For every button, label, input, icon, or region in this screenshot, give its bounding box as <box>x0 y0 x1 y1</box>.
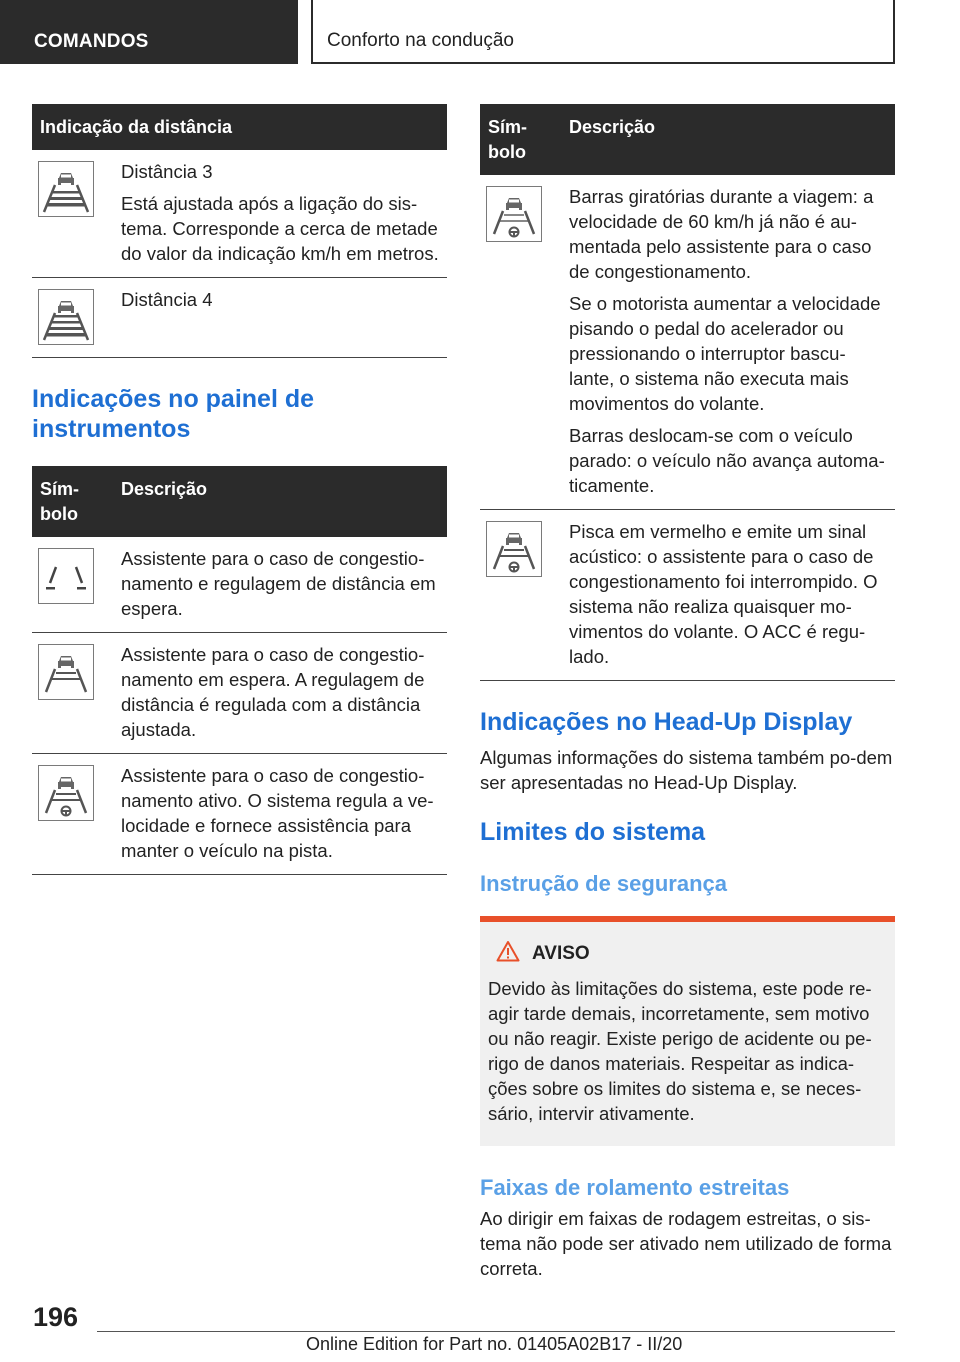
warning-box <box>480 916 895 1146</box>
table-row <box>32 537 447 633</box>
instrument-table <box>32 466 447 875</box>
distance-3-title: Distância 3 <box>121 161 213 182</box>
row-text: Assistente para o caso de congestio-namento ativo. O sistema regula a ve-locidade e fornece assistência para manter o veículo na pista. <box>113 754 447 875</box>
row-paragraph: Barras deslocam-se com o veículo parado: o veículo não avança automa-ticamente. <box>569 425 885 496</box>
car-steering-gray-icon <box>486 186 542 242</box>
car-steering-active-icon <box>38 765 94 821</box>
distance-3-text: Está ajustada após a ligação do sis-tema. Corresponde a cerca de metade do valor da indicação km/h em metros. <box>121 193 439 264</box>
distance-3-icon <box>38 161 94 217</box>
col-description: Descrição <box>561 104 895 175</box>
distance-4-icon <box>38 289 94 345</box>
table-row <box>32 278 447 358</box>
distance-4-title: Distância 4 <box>121 289 213 310</box>
narrow-lanes-text: Ao dirigir em faixas de rodagem estreitas, o sis-tema não pode ser ativado nem utilizado de forma correta. <box>480 1208 892 1279</box>
table-row <box>480 510 895 681</box>
warning-triangle-icon <box>496 940 520 968</box>
limits-heading: Limites do sistema <box>480 818 706 846</box>
warning-text: Devido às limitações do sistema, este pode re-agir tarde demais, incorretamente, sem motivo ou não reagir. Existe perigo de acidente ou pe-rigo de danos materiais. Respeitar as indica-ções sobre os limites do sistema e, se neces-sário, intervir ativamente. <box>488 978 872 1124</box>
edition-text: Online Edition for Part no. 01405A02B17 - II/20 <box>306 1334 683 1354</box>
row-paragraph: Barras giratórias durante a viagem: a velocidade de 60 km/h já não é au-mentada pelo assistente para o caso de congestionamento. <box>569 186 874 282</box>
lane-lines-standby-icon <box>38 548 94 604</box>
col-description: Descrição <box>113 466 447 537</box>
row-paragraph: Pisca em vermelho e emite um sinal acústico: o assistente para o caso de congestionamento foi interrompido. O sistema não realiza quaisquer mo-vimentos do volante. O ACC é regu-lado. <box>569 521 878 667</box>
safety-subheading: Instrução de segurança <box>480 871 727 896</box>
instrument-heading: Indicações no painel de instrumentos <box>32 385 315 443</box>
table-row <box>32 150 447 278</box>
col-symbol: Sím-bolo <box>32 466 113 537</box>
hud-text: Algumas informações do sistema também po-dem ser apresentadas no Head-Up Display. <box>480 747 893 793</box>
page-number: 196 <box>33 1302 79 1332</box>
footer-divider <box>97 1331 895 1332</box>
row-text: Assistente para o caso de congestio-namento em espera. A regulagem de distância é regulada com a distância ajustada. <box>113 633 447 754</box>
left-column <box>32 104 447 875</box>
row-text: Assistente para o caso de congestio-namento e regulagem de distância em espera. <box>113 537 447 633</box>
section-tab: COMANDOS <box>0 0 298 64</box>
symbol-table <box>480 104 895 681</box>
hud-heading: Indicações no Head-Up Display <box>480 708 853 736</box>
col-symbol: Sím-bolo <box>480 104 561 175</box>
car-lane-standby-icon <box>38 644 94 700</box>
chapter-title: Conforto na condução <box>311 0 895 64</box>
car-steering-red-icon <box>486 521 542 577</box>
row-paragraph: Se o motorista aumentar a velocidade pisando o pedal do acelerador ou pressionando o interruptor bascu-lante, o sistema não executa mais movimentos do volante. <box>569 293 881 414</box>
table-row <box>480 175 895 510</box>
distance-table <box>32 104 447 358</box>
table-row <box>32 754 447 875</box>
distance-table-header: Indicação da distância <box>32 104 447 150</box>
warning-title: AVISO <box>532 943 590 964</box>
right-column <box>480 104 895 1281</box>
narrow-lanes-heading: Faixas de rolamento estreitas <box>480 1175 790 1200</box>
table-row <box>32 633 447 754</box>
